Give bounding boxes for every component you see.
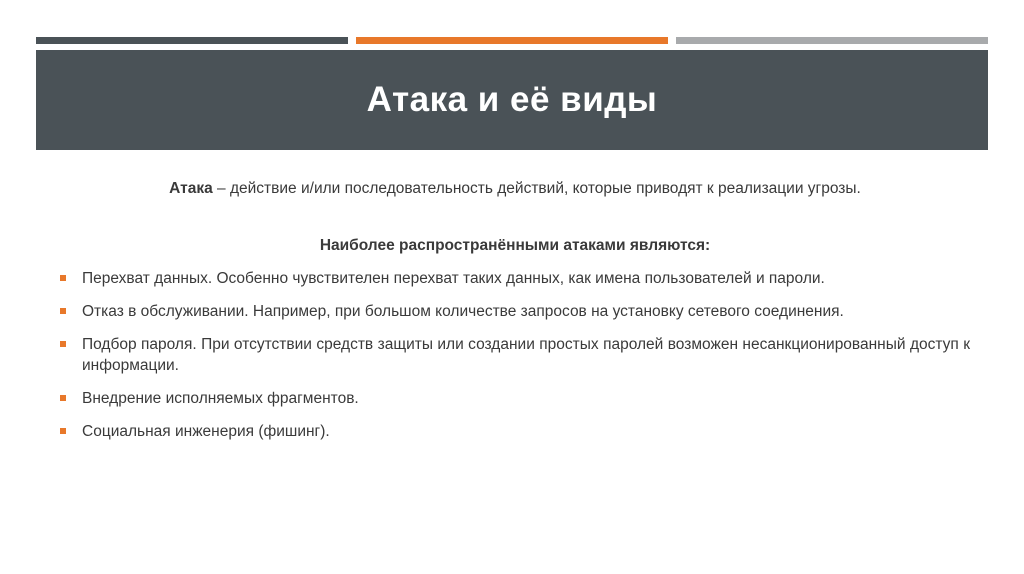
decorative-stripes [36, 37, 988, 44]
square-bullet-icon [60, 308, 66, 314]
bullet-text: Подбор пароля. При отсутствии средств защиты или создании простых паролей возможен несанкционированный доступ к информации. [82, 336, 970, 374]
square-bullet-icon [60, 395, 66, 401]
bullet-item [60, 268, 970, 289]
bullet-item [60, 388, 970, 409]
title-bar [36, 50, 988, 150]
square-bullet-icon [60, 275, 66, 281]
bullet-text: Социальная инженерия (фишинг). [82, 423, 330, 440]
definition [60, 178, 970, 199]
subheading: Наиболее распространёнными атаками являются: [319, 237, 711, 254]
square-bullet-icon [60, 428, 66, 434]
bullet-item [60, 421, 970, 442]
definition-text: – действие и/или последовательность действий, которые приводят к реализации угрозы. [212, 180, 861, 197]
bullet-item [60, 301, 970, 322]
bullet-list [60, 268, 970, 442]
stripe-orange [356, 37, 668, 44]
slide-content [60, 178, 970, 454]
square-bullet-icon [60, 341, 66, 347]
definition-term: Атака [169, 180, 213, 197]
bullet-text: Перехват данных. Особенно чувствителен перехват таких данных, как имена пользователей и пароли. [82, 270, 825, 287]
stripe-dark [36, 37, 348, 44]
bullet-text: Отказ в обслуживании. Например, при большом количестве запросов на установку сетевого соединения. [82, 303, 844, 320]
bullet-text: Внедрение исполняемых фрагментов. [82, 390, 359, 407]
bullet-item [60, 334, 970, 376]
stripe-gray [676, 37, 988, 44]
slide-title: Атака и её виды [366, 80, 658, 119]
